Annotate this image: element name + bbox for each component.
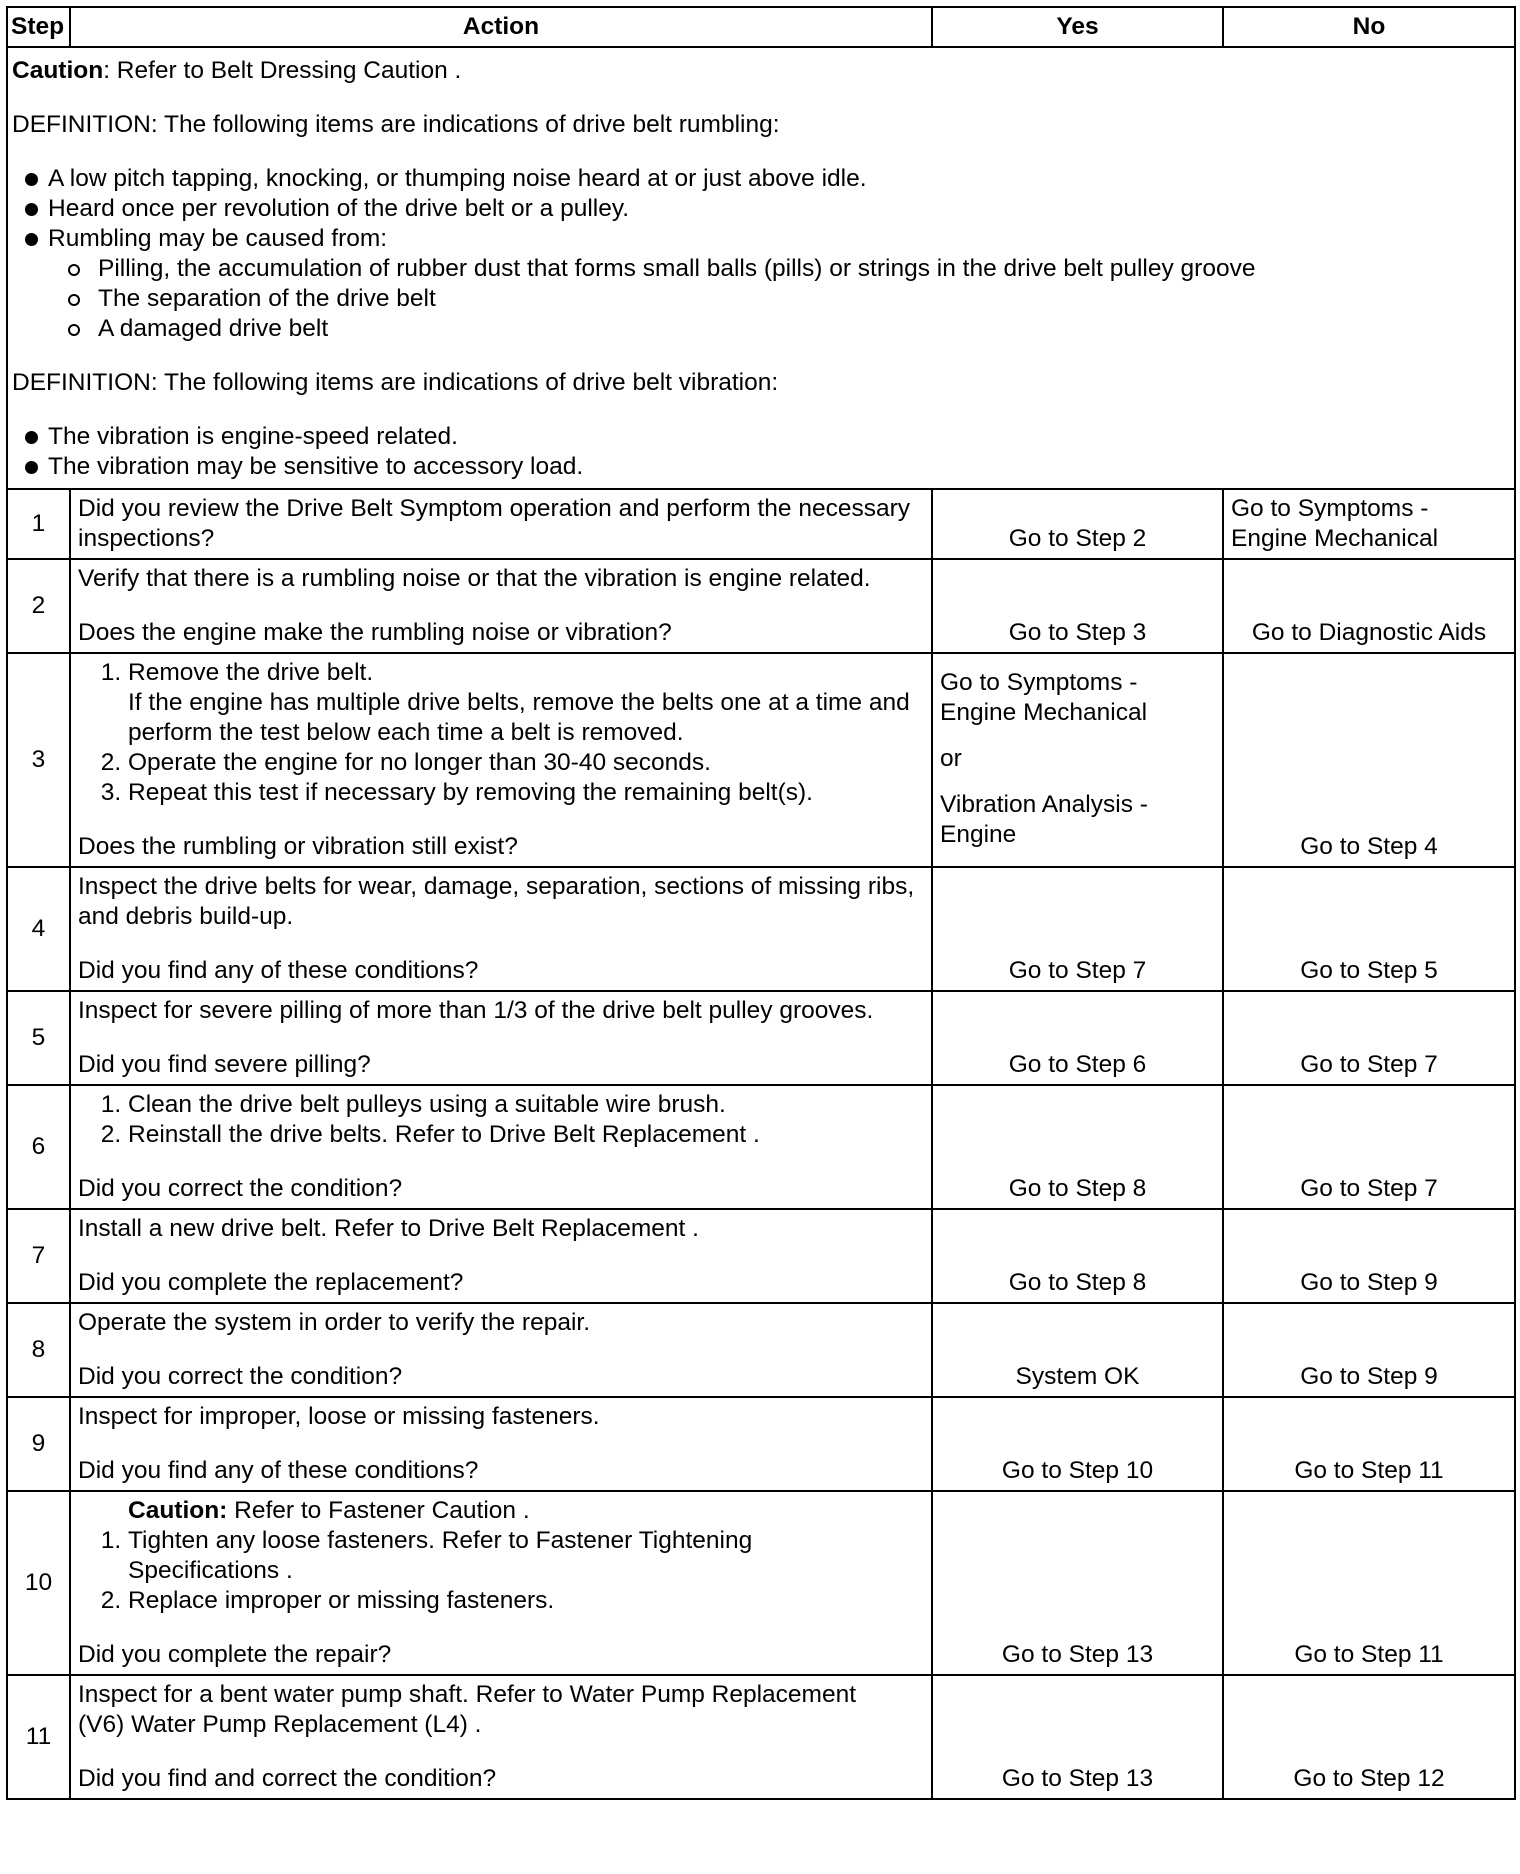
table-row — [7, 867, 1515, 991]
action-text: Inspect for a bent water pump shaft. Refer to Water Pump Replacement (V6) Water Pump Replacement (L4) . — [78, 1681, 857, 1738]
list-item: 3. Repeat this test if necessary by removing the remaining belt(s). — [128, 778, 924, 808]
no-cell: Go to Step 11 — [1223, 1397, 1515, 1491]
list-item: 2. Operate the engine for no longer than 30-40 seconds. — [128, 748, 924, 778]
action-text: Did you review the Drive Belt Symptom operation and perform the necessary inspections? — [78, 495, 911, 552]
step-action — [70, 559, 932, 653]
step-number: 6 — [7, 1085, 70, 1209]
header-row — [7, 7, 1515, 47]
list-item — [128, 658, 924, 748]
action-question: Did you find any of these conditions? — [78, 957, 479, 984]
list-item: A damaged drive belt — [98, 314, 1508, 344]
action-question: Did you correct the condition? — [78, 1363, 403, 1390]
step-action — [70, 1209, 932, 1303]
definition-rumbling: DEFINITION: The following items are indications of drive belt rumbling: — [12, 111, 780, 138]
step-number: 11 — [7, 1675, 70, 1799]
yes-cell — [932, 653, 1223, 867]
list-item-text: Rumbling may be caused from: — [48, 225, 388, 252]
no-cell: Go to Step 5 — [1223, 867, 1515, 991]
no-cell: Go to Step 4 — [1223, 653, 1515, 867]
list-item: 2. Reinstall the drive belts. Refer to Drive Belt Replacement . — [128, 1120, 924, 1150]
step-action — [70, 1675, 932, 1799]
no-line: Go to Symptoms - — [1231, 495, 1429, 522]
step-action — [70, 1085, 932, 1209]
action-question: Does the engine make the rumbling noise or vibration? — [78, 619, 672, 646]
list-item: Heard once per revolution of the drive belt or a pulley. — [48, 194, 1508, 224]
action-text: Inspect the drive belts for wear, damage, separation, sections of missing ribs, and debris build-up. — [78, 873, 915, 930]
list-item — [48, 224, 1508, 344]
action-question: Did you complete the replacement? — [78, 1269, 464, 1296]
numbered-list — [78, 658, 924, 808]
yes-line: Vibration Analysis - Engine — [940, 791, 1148, 848]
vibration-list — [12, 422, 1508, 482]
yes-cell: Go to Step 13 — [932, 1491, 1223, 1675]
table-row — [7, 1209, 1515, 1303]
header-no: No — [1223, 7, 1515, 47]
list-item-text: 1. Remove the drive belt. — [128, 659, 374, 686]
list-item: 1. Clean the drive belt pulleys using a suitable wire brush. — [128, 1090, 924, 1120]
header-yes: Yes — [932, 7, 1223, 47]
step-number: 2 — [7, 559, 70, 653]
step-number: 8 — [7, 1303, 70, 1397]
table-row — [7, 991, 1515, 1085]
step-action — [70, 991, 932, 1085]
header-action: Action — [70, 7, 932, 47]
intro-row — [7, 47, 1515, 489]
no-cell: Go to Step 7 — [1223, 991, 1515, 1085]
yes-cell: Go to Step 3 — [932, 559, 1223, 653]
caution-text: Refer to Fastener Caution . — [227, 1497, 530, 1524]
action-text: Inspect for improper, loose or missing fasteners. — [78, 1403, 600, 1430]
no-cell: Go to Diagnostic Aids — [1223, 559, 1515, 653]
step-number: 3 — [7, 653, 70, 867]
step-number: 7 — [7, 1209, 70, 1303]
step-action — [70, 1303, 932, 1397]
step-number: 4 — [7, 867, 70, 991]
yes-line: Go to Symptoms - Engine Mechanical — [940, 669, 1148, 726]
caution-label: Caution: — [128, 1497, 228, 1524]
rumbling-causes-list — [48, 254, 1508, 344]
yes-cell: Go to Step 8 — [932, 1085, 1223, 1209]
yes-cell: Go to Step 10 — [932, 1397, 1223, 1491]
caution-line — [78, 1496, 924, 1526]
step-number: 10 — [7, 1491, 70, 1675]
list-item: 1. Tighten any loose fasteners. Refer to Fastener Tightening Specifications . — [128, 1526, 808, 1586]
list-item-text: If the engine has multiple drive belts, remove the belts one at a time and perform the test below each time a belt is removed. — [128, 689, 910, 746]
numbered-list — [78, 1090, 924, 1150]
numbered-list — [78, 1526, 924, 1616]
yes-cell: Go to Step 7 — [932, 867, 1223, 991]
step-action — [70, 867, 932, 991]
list-item: Pilling, the accumulation of rubber dust that forms small balls (pills) or strings in the drive belt pulley groove — [98, 254, 1508, 284]
no-line: Engine Mechanical — [1231, 525, 1439, 552]
definition-vibration: DEFINITION: The following items are indications of drive belt vibration: — [12, 369, 779, 396]
no-cell: Go to Step 7 — [1223, 1085, 1515, 1209]
action-question: Did you complete the repair? — [78, 1641, 392, 1668]
header-step: Step — [7, 7, 70, 47]
yes-line: or — [940, 745, 962, 772]
yes-cell: Go to Step 2 — [932, 489, 1223, 559]
step-number: 1 — [7, 489, 70, 559]
step-action — [70, 1397, 932, 1491]
list-item: The vibration may be sensitive to accessory load. — [48, 452, 1508, 482]
diagnostic-table — [6, 6, 1516, 1800]
yes-cell: System OK — [932, 1303, 1223, 1397]
action-text: Operate the system in order to verify the repair. — [78, 1309, 591, 1336]
action-question: Did you find severe pilling? — [78, 1051, 371, 1078]
yes-cell: Go to Step 8 — [932, 1209, 1223, 1303]
action-question: Did you correct the condition? — [78, 1175, 403, 1202]
caution-text: : Refer to Belt Dressing Caution . — [103, 57, 462, 84]
action-text: Install a new drive belt. Refer to Drive Belt Replacement . — [78, 1215, 699, 1242]
step-number: 5 — [7, 991, 70, 1085]
list-item: 2. Replace improper or missing fasteners. — [128, 1586, 924, 1616]
step-action — [70, 1491, 932, 1675]
step-action — [70, 653, 932, 867]
yes-cell: Go to Step 13 — [932, 1675, 1223, 1799]
action-question: Did you find any of these conditions? — [78, 1457, 479, 1484]
list-item: The separation of the drive belt — [98, 284, 1508, 314]
step-number: 9 — [7, 1397, 70, 1491]
table-row — [7, 1675, 1515, 1799]
intro-cell — [7, 47, 1515, 489]
no-cell: Go to Step 9 — [1223, 1209, 1515, 1303]
no-cell: Go to Step 9 — [1223, 1303, 1515, 1397]
table-row — [7, 489, 1515, 559]
no-cell: Go to Step 12 — [1223, 1675, 1515, 1799]
rumbling-list — [12, 164, 1508, 344]
caution-label: Caution — [12, 57, 104, 84]
step-action — [70, 489, 932, 559]
table-row — [7, 1397, 1515, 1491]
yes-cell: Go to Step 6 — [932, 991, 1223, 1085]
action-text: Inspect for severe pilling of more than 1/3 of the drive belt pulley grooves. — [78, 997, 874, 1024]
table-row — [7, 559, 1515, 653]
action-question: Did you find and correct the condition? — [78, 1765, 497, 1792]
action-question: Does the rumbling or vibration still exist? — [78, 833, 518, 860]
action-text: Verify that there is a rumbling noise or that the vibration is engine related. — [78, 565, 871, 592]
table-row — [7, 1303, 1515, 1397]
table-row — [7, 1491, 1515, 1675]
list-item: A low pitch tapping, knocking, or thumping noise heard at or just above idle. — [48, 164, 1508, 194]
table-row — [7, 1085, 1515, 1209]
no-cell: Go to Step 11 — [1223, 1491, 1515, 1675]
no-cell — [1223, 489, 1515, 559]
table-row — [7, 653, 1515, 867]
list-item: The vibration is engine-speed related. — [48, 422, 1508, 452]
caution-line — [12, 56, 1508, 86]
